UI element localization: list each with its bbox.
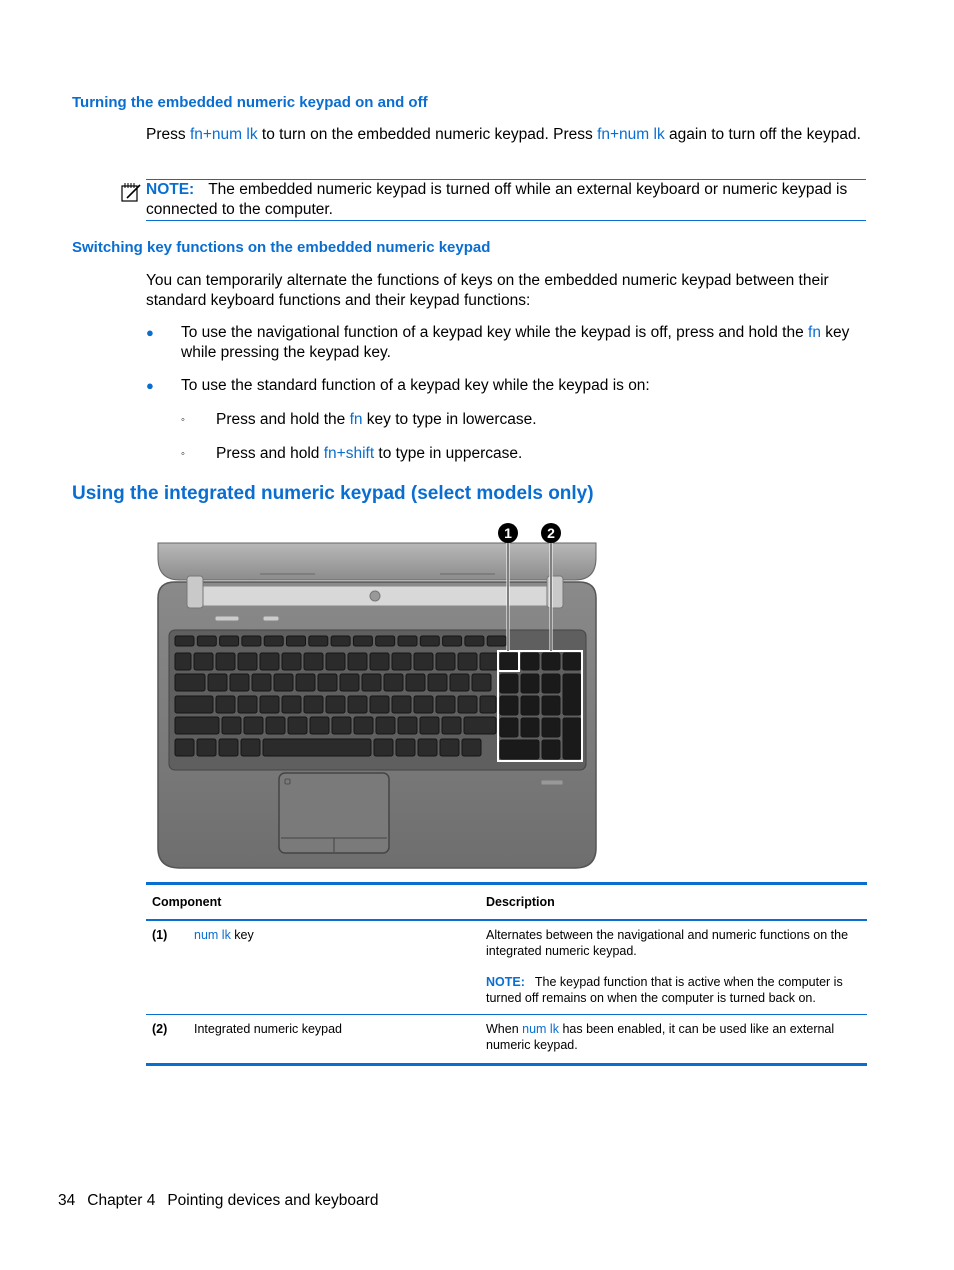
keyboard-key xyxy=(216,696,235,713)
keyboard-key xyxy=(370,696,389,713)
keyboard-key xyxy=(398,636,417,646)
keyboard-key xyxy=(222,717,241,734)
keyboard-key xyxy=(376,636,395,646)
keyboard-key xyxy=(260,653,279,670)
keyboard-key xyxy=(563,718,581,759)
section-heading-switching-functions: Switching key functions on the embedded numeric keypad xyxy=(72,239,491,256)
keyboard-key xyxy=(542,696,560,715)
paragraph-keypad-on-off: Press fn+num lk to turn on the embedded numeric keypad. Press fn+num lk again to turn off the keypad. xyxy=(146,126,861,143)
keyboard-key xyxy=(175,696,213,713)
key-fn-num-lk: fn+num lk xyxy=(597,126,665,143)
keyboard-key xyxy=(370,653,389,670)
keyboard-key xyxy=(406,674,425,691)
wireless-button-icon xyxy=(263,616,279,621)
sub-bullet-circle-icon: ◦ xyxy=(181,414,185,426)
chapter-title: Pointing devices and keyboard xyxy=(167,1192,379,1209)
keyboard-key xyxy=(304,696,323,713)
keyboard-key xyxy=(376,717,395,734)
keyboard-key xyxy=(282,653,301,670)
keyboard-key xyxy=(374,739,393,756)
keyboard-key xyxy=(396,739,415,756)
keyboard-key xyxy=(282,696,301,713)
row-number: (2) xyxy=(146,1015,188,1065)
laptop-keyboard-figure xyxy=(155,518,600,870)
row-description: When num lk has been enabled, it can be used like an external numeric keypad. xyxy=(480,1015,867,1065)
keyboard-key xyxy=(326,696,345,713)
page-footer xyxy=(58,1192,390,1210)
keyboard-key xyxy=(175,717,219,734)
keyboard-key xyxy=(542,740,560,759)
section-heading-keypad-on-off: Turning the embedded numeric keypad on and off xyxy=(72,94,428,111)
keyboard-key xyxy=(392,696,411,713)
keyboard-key xyxy=(487,636,506,646)
keyboard-key xyxy=(436,653,455,670)
note-icon xyxy=(120,181,142,203)
keyboard-key xyxy=(542,653,560,670)
keyboard-key xyxy=(440,739,459,756)
keyboard-key xyxy=(288,717,307,734)
keyboard-key xyxy=(340,674,359,691)
keyboard-key xyxy=(175,636,194,646)
keyboard-key xyxy=(563,653,581,670)
laptop-lid xyxy=(158,543,596,580)
keyboard-key xyxy=(348,653,367,670)
keyboard-key xyxy=(220,636,239,646)
note-label: NOTE: xyxy=(146,181,195,198)
keyboard-key xyxy=(384,674,403,691)
sub-bullet-lowercase: Press and hold the fn key to type in lowercase. xyxy=(216,411,537,428)
chapter-label: Chapter 4 xyxy=(87,1192,156,1209)
keyboard-key xyxy=(500,674,518,693)
sub-bullet-uppercase: Press and hold fn+shift to type in uppercase. xyxy=(216,445,523,462)
keyboard-key xyxy=(326,653,345,670)
keyboard-key xyxy=(208,674,227,691)
keyboard-key xyxy=(354,717,373,734)
keyboard-key xyxy=(436,696,455,713)
bullet-navigational-function: To use the navigational function of a keypad key while the keypad is off, press and hold the fn key while pressing the keypad key. xyxy=(181,324,850,361)
keyboard-key xyxy=(480,696,496,713)
keyboard-key xyxy=(252,674,271,691)
keyboard-key xyxy=(521,653,539,670)
note-external-keyboard xyxy=(146,179,866,221)
row-description: Alternates between the navigational and numeric functions on the integrated numeric keypad. NOTE: The keypad function that is active when the computer is turned off remains on when the computer is turned back on. xyxy=(480,920,867,1015)
keyboard-key xyxy=(500,653,518,670)
note-text: The embedded numeric keypad is turned off while an external keyboard or numeric keypad is connected to the computer. xyxy=(146,181,848,218)
table-header-description: Description xyxy=(480,884,867,921)
components-table xyxy=(146,882,867,1066)
row-note: NOTE: The keypad function that is active when the computer is turned off remains on when the computer is turned back on. xyxy=(486,975,843,1005)
keyboard-key xyxy=(353,636,372,646)
keyboard-key xyxy=(450,674,469,691)
keyboard-key xyxy=(480,653,498,670)
keyboard-key xyxy=(465,636,484,646)
keyboard-key xyxy=(521,696,539,715)
row-component: Integrated numeric keypad xyxy=(188,1015,480,1065)
keyboard-key xyxy=(194,653,213,670)
keyboard-key xyxy=(264,636,283,646)
keyboard-key xyxy=(296,674,315,691)
keyboard-key xyxy=(230,674,249,691)
keyboard-key xyxy=(175,739,194,756)
sub-bullet-circle-icon: ◦ xyxy=(181,448,185,460)
key-fn-shift: fn+shift xyxy=(323,445,375,462)
keyboard-key xyxy=(274,674,293,691)
keyboard-key xyxy=(266,717,285,734)
keyboard-key xyxy=(318,674,337,691)
hp-logo-icon xyxy=(370,591,380,601)
keyboard-key xyxy=(443,636,462,646)
keyboard-key xyxy=(216,653,235,670)
keyboard-key xyxy=(197,739,216,756)
key-fn: fn xyxy=(349,411,363,428)
keyboard-key xyxy=(242,636,261,646)
keyboard-key xyxy=(241,739,260,756)
keyboard-key xyxy=(348,696,367,713)
keyboard-key xyxy=(175,674,205,691)
key-fn: fn xyxy=(808,324,821,341)
keyboard-key xyxy=(260,696,279,713)
keyboard-key xyxy=(458,653,477,670)
fingerprint-reader-icon xyxy=(541,780,563,785)
keyboard-key xyxy=(362,674,381,691)
keyboard-key xyxy=(500,718,518,737)
keyboard-key xyxy=(332,717,351,734)
keyboard-key xyxy=(563,674,581,715)
keyboard-key xyxy=(238,653,257,670)
keyboard-key xyxy=(418,739,437,756)
keyboard-key xyxy=(462,739,481,756)
section-heading-integrated-keypad: Using the integrated numeric keypad (select models only) xyxy=(72,483,594,504)
table-header-component: Component xyxy=(146,884,480,921)
keyboard-key xyxy=(428,674,447,691)
keyboard-key xyxy=(542,674,560,693)
keyboard-key xyxy=(331,636,350,646)
keyboard-key xyxy=(398,717,417,734)
paragraph-switching-intro: You can temporarily alternate the functions of keys on the embedded numeric keypad between their standard keyboard functions and their keypad functions: xyxy=(146,272,829,309)
keyboard-key xyxy=(244,717,263,734)
keyboard-key xyxy=(420,717,439,734)
keyboard-key xyxy=(542,718,560,737)
keyboard-key xyxy=(414,653,433,670)
power-button-icon xyxy=(215,616,239,621)
table-row xyxy=(146,1015,867,1065)
keyboard-key xyxy=(263,739,371,756)
bullet-standard-function: To use the standard function of a keypad key while the keypad is on: xyxy=(181,377,650,394)
keyboard-key xyxy=(442,717,461,734)
keyboard-key xyxy=(304,653,323,670)
keyboard-key xyxy=(392,653,411,670)
bullet-dot-icon: ● xyxy=(146,378,154,393)
keyboard-key xyxy=(500,740,539,759)
keyboard-key xyxy=(287,636,306,646)
keyboard-key xyxy=(414,696,433,713)
callout-1-label: 1 xyxy=(504,525,512,541)
page-number: 34 xyxy=(58,1192,76,1209)
keyboard-key xyxy=(458,696,477,713)
keyboard-key xyxy=(420,636,439,646)
callout-2-label: 2 xyxy=(547,525,555,541)
table-row xyxy=(146,920,867,1015)
keyboard-key xyxy=(521,718,539,737)
row-component: num lk key xyxy=(188,920,480,1015)
keyboard-key xyxy=(472,674,491,691)
keyboard-key xyxy=(197,636,216,646)
keyboard-key xyxy=(219,739,238,756)
key-fn-num-lk: fn+num lk xyxy=(189,126,258,143)
keyboard-key xyxy=(175,653,191,670)
row-number: (1) xyxy=(146,920,188,1015)
keyboard-key xyxy=(310,717,329,734)
bullet-dot-icon: ● xyxy=(146,325,154,340)
keyboard-key xyxy=(309,636,328,646)
keyboard-key xyxy=(500,696,518,715)
keyboard-key xyxy=(238,696,257,713)
keyboard-key xyxy=(521,674,539,693)
keyboard-key xyxy=(464,717,496,734)
